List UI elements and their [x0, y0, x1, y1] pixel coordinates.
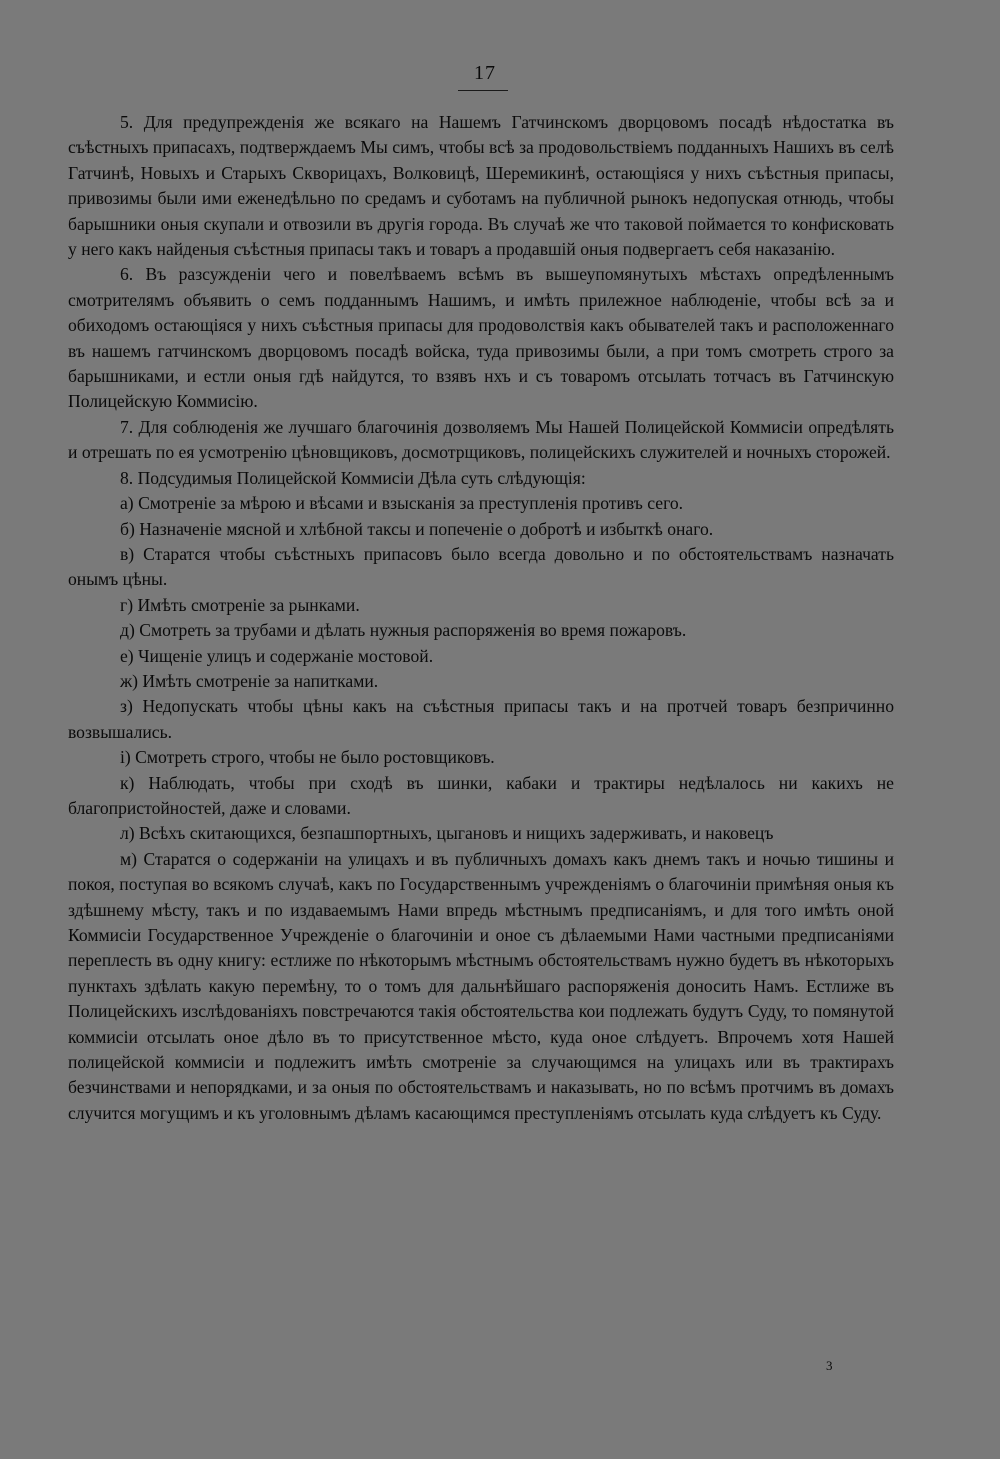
list-item-z: з) Недопускать чтобы цѣны какъ на съѣстныя припасы такъ и на протчей товаръ безпричинно возвышались. [68, 696, 894, 742]
page-number: 17 [474, 62, 496, 84]
list-item-e: е) Чищеніе улицъ и содержаніе мостовой. [120, 645, 434, 666]
page-number-rule [458, 90, 508, 91]
list-item-m: м) Старатся о содержаніи на улицахъ и въ публичныхъ домахъ какъ днемъ такъ и ночью тишины и покоя, поступая во всякомъ случаѣ, какъ по Государственнымъ учрежденіямъ о благочиніи примѣняя оныя къ здѣшнему мѣсту, такъ и по издаваемымъ Нами впредь мѣстнымъ предписаніямъ, и для того имѣть оной Коммисіи Государственное Учрежденіе о благочиніи и оное съ дѣлаемыми Нами частными предписаніями переплесть въ одну книгу: естлиже по нѣкоторымъ мѣстнымъ обстоятельствамъ нужно будетъ въ нѣкоторыхъ пунктахъ здѣлать какую перемѣну, то о томъ для дальнѣйшаго распоряженія доносить Намъ. Естлиже въ Полицейскихъ изслѣдованіяхъ повстречаются такія обстоятельства кои подлежать будутъ Суду, то помянутой коммисіи отсылать оное дѣло въ то присутственное мѣсто, куда оное слѣдуетъ. Впрочемъ хотя Нашей полицейской коммисіи и подлежитъ имѣть смотреніе за случающимся на улицахъ или въ трактирахъ безчинствами и непорядками, и за оныя по обстоятельствамъ и наказывать, но по всѣмъ протчимъ въ домахъ случится могущимъ и къ уголовнымъ дѣламъ касающимся преступленіямъ отсылать куда слѣдуетъ къ Суду. [68, 848, 894, 1123]
paragraph-6: 6. Въ разсужденіи чего и повелѣваемъ всѣмъ въ вышеупомянутыхъ мѣстахъ опредѣленнымъ смотрителямъ объявить о семъ подданнымъ Нашимъ, и имѣть прилежное наблюденіе, чтобы всѣ за и обиходомъ остающіяся у нихъ съѣстныя припасы для продоволствія какъ обывателей такъ и расположеннаго въ нашемъ гатчинскомъ дворцовомъ посадѣ войска, туда привозимы были, а при томъ смотреть строго за барышниками, и естли оныя гдѣ найдутся, то взявъ нхъ и съ товаромъ отсылать тотчасъ въ Гатчинскую Полицейскую Коммисію. [68, 264, 894, 412]
list-item-d: д) Смотреть за трубами и дѣлать нужныя распоряженія во время пожаровъ. [120, 620, 687, 641]
list-item-zh: ж) Имѣть смотреніе за напитками. [120, 670, 379, 691]
list-item-b: б) Назначеніе мясной и хлѣбной таксы и попеченіе о добротѣ и избыткѣ онаго. [120, 518, 714, 539]
paragraph-8: 8. Подсудимыя Полицейской Коммисіи Дѣла суть слѣдующія: [120, 467, 586, 488]
paragraph-7: 7. Для соблюденія же лучшаго благочинія дозволяемъ Мы Нашей Полицейской Коммисіи опредѣлять и отрешать по ея усмотренію цѣновщиковъ, досмотрщиковъ, полицейскихъ служителей и ночныхъ сторожей. [68, 416, 894, 463]
body-text [68, 110, 894, 1126]
list-item-g: г) Имѣть смотреніе за рынками. [120, 594, 360, 615]
list-item-a: а) Смотреніе за мѣрою и вѣсами и взысканія за преступленія противъ сего. [120, 493, 684, 514]
list-item-k: к) Наблюдать, чтобы при сходѣ въ шинки, кабаки и трактиры недѣлалось ни какихъ не благопристойностей, даже и словами. [68, 772, 894, 818]
list-item-v: в) Старатся чтобы съѣстныхъ припасовъ было всегда довольно и по обстоятельствамъ назначать онымъ цѣны. [68, 543, 894, 590]
printer-signature-mark: 3 [826, 1358, 833, 1373]
paragraph-5: 5. Для предупрежденія же всякаго на Нашемъ Гатчинскомъ дворцовомъ посадѣ нѣдостатка въ съѣстныхъ припасахъ, подтверждаемъ Мы симъ, чтобы всѣ за продовольствіемъ подданныхъ Нашихъ въ селѣ Гатчинѣ, Новыхъ и Старыхъ Скворицахъ, Волковицѣ, Шеремикинѣ, остающіяся у нихъ съѣстныя припасы, привозимы были ими еженедѣльно по средамъ и суботамъ на публичной рынокъ недопуская отнюдь, чтобы барышники оныя скупали и отвозили въ другія города. Въ случаѣ же что таковой поймается то конфисковать у него какъ найденыя съѣстныя припасы такъ и товаръ а продавшій оныя подвергаетъ себя наказанію. [68, 112, 894, 260]
list-item-i: і) Смотреть строго, чтобы не было ростовщиковъ. [120, 747, 495, 768]
list-item-l: л) Всѣхъ скитающихся, безпашпортныхъ, цыгановъ и нищихъ задерживать, и наковецъ [120, 823, 774, 844]
